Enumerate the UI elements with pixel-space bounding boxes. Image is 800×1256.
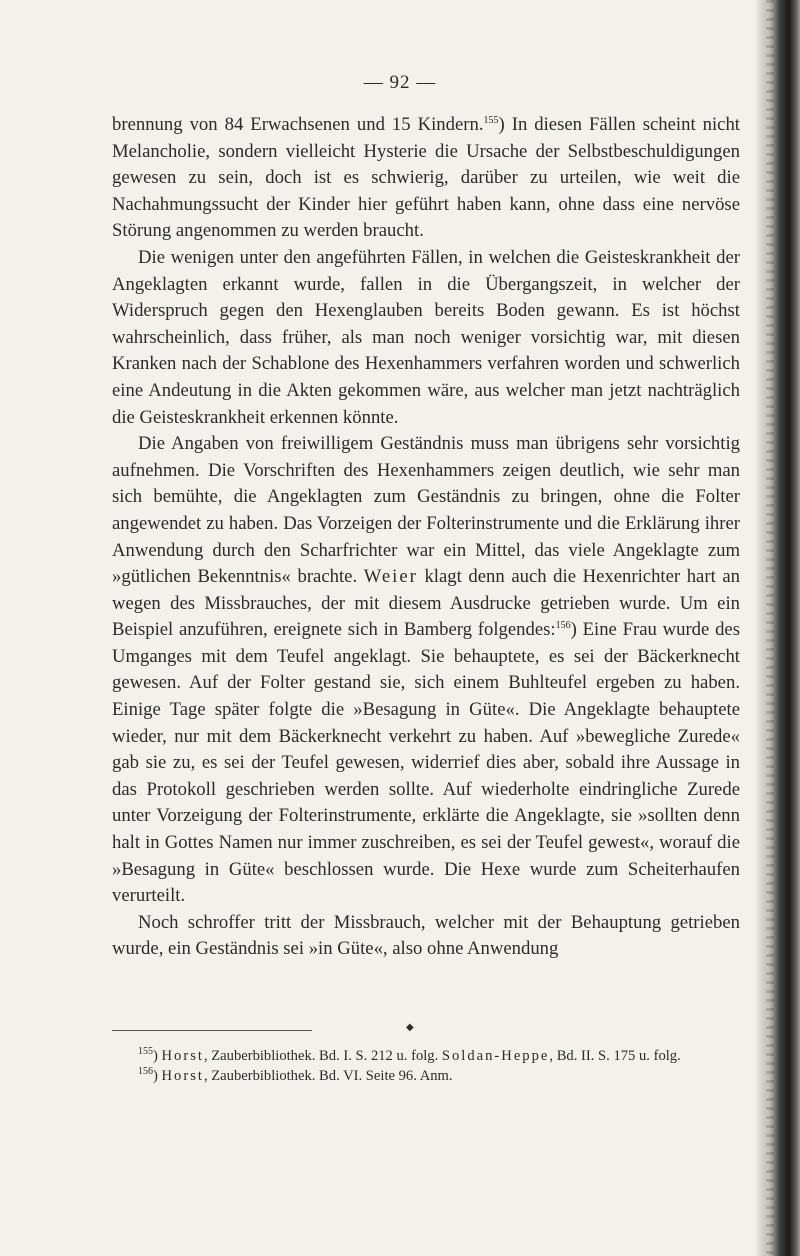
footnote-ref-156: 156 bbox=[555, 620, 571, 632]
paragraph-1 bbox=[112, 112, 740, 245]
footnote-number: 155 bbox=[138, 1046, 153, 1058]
footnotes bbox=[112, 1046, 740, 1086]
author-name: Horst bbox=[161, 1048, 204, 1064]
text-run: , Zauberbibliothek. Bd. I. S. 212 u. folg. bbox=[203, 1048, 442, 1064]
paragraph-2 bbox=[112, 245, 740, 431]
paragraph-4 bbox=[112, 910, 740, 963]
text-run: , Bd. II. S. 175 u. folg. bbox=[549, 1048, 681, 1064]
text-run: , Zauberbibliothek. Bd. VI. Seite 96. Anm. bbox=[203, 1068, 453, 1084]
book-spine-shadow bbox=[756, 0, 800, 1256]
text-run: ) bbox=[153, 1068, 162, 1084]
footnote-156 bbox=[112, 1066, 740, 1086]
ornament-mark: ◆ bbox=[406, 1022, 414, 1033]
author-name: Horst bbox=[161, 1068, 204, 1084]
text-run: Die wenigen unter den angeführten Fällen, in welchen die Geisteskrankheit der Angeklagten erkannt wurde, fallen in die Übergangszeit, in welcher der Widerspruch gegen den Hexenglauben bereits Boden gewann. Es ist höchst wahrscheinlich, dass früher, als man noch weniger vorsichtig war, mit diesen Kranken nach der Schablone des Hexenhammers verfahren worden und schwerlich eine Andeutung in die Akten gekommen wäre, aus welcher man jetzt nachträglich die Geisteskrankheit erkennen könnte. bbox=[112, 246, 740, 428]
text-run: Noch schroffer tritt der Missbrauch, welcher mit der Behauptung getrieben wurde, ein Geständnis sei »in Güte«, also ohne Anwendung bbox=[112, 911, 740, 960]
separator-line bbox=[112, 1030, 312, 1031]
text-run: klagt denn auch die Hexenrichter hart an wegen des Missbrauches, der mit diesem Ausdrucke getrieben wurde. Um ein Beispiel anzuführen, ereignete sich in Bamberg folgendes: bbox=[112, 566, 740, 641]
text-run: ) In diesen Fällen scheint nicht Melancholie, sondern vielleicht Hysterie die Ursache der Selbstbeschuldigungen gewesen zu sein, doch ist es schwierig, darüber zu urteilen, wie weit die Nachahmungssucht der Kinder hier geführt haben kann, ohne dass eine nervöse Störung angenommen zu werden braucht. bbox=[112, 114, 740, 242]
text-run: brennung von 84 Erwachsenen und 15 Kindern. bbox=[112, 114, 484, 135]
text-run: ) bbox=[153, 1048, 162, 1064]
footnote-number: 156 bbox=[138, 1066, 153, 1078]
page-number: — 92 — bbox=[363, 72, 437, 93]
author-name: Soldan-Heppe bbox=[441, 1048, 550, 1064]
footnote-ref-155: 155 bbox=[483, 114, 499, 126]
body-text bbox=[112, 112, 740, 963]
text-run: ) Eine Frau wurde des Umganges mit dem Teufel angeklagt. Sie behauptete, es sei der Bäckerknecht gewesen. Auf der Folter gestand sie, sich einem Buhlteufel ergeben zu haben. Einige Tage später folgte die »Besagung in Güte«. Die Angeklagte behauptete wieder, nur mit dem Bäckerknecht verkehrt zu haben. Auf »bewegliche Zurede« gab sie zu, es sei der Teufel gewesen, widerrief dies aber, sobald ihre Aussage in das Protokoll geschrieben werden sollte. Auf wiederholte eindringliche Zurede unter Vorzeigung der Folterinstrumente, erklärte die Angeklagte, sie »sollten denn halt in Gottes Namen nur immer zuschreiben, es sei der Teufel gewest«, worauf die »Besagung in Güte« beschlossen wurde. Die Hexe wurde zum Scheiterhaufen verurteilt. bbox=[112, 619, 740, 907]
footnote-155 bbox=[112, 1046, 740, 1066]
text-run: Die Angaben von freiwilligem Geständnis muss man übrigens sehr vorsichtig aufnehmen. Die Vorschriften des Hexenhammers zeigen deutlich, wie sehr man sich bemühte, die Angeklagten zum Geständnis zu bringen, ohne die Folter angewendet zu haben. Das Vorzeigen der Folterinstrumente und die Erklärung ihrer Anwendung durch den Scharfrichter war ein Mittel, das viele Angeklagte zum »gütlichen Bekenntnis« brachte. bbox=[112, 433, 740, 588]
spaced-name: Weier bbox=[363, 566, 418, 588]
paragraph-3 bbox=[112, 431, 740, 910]
